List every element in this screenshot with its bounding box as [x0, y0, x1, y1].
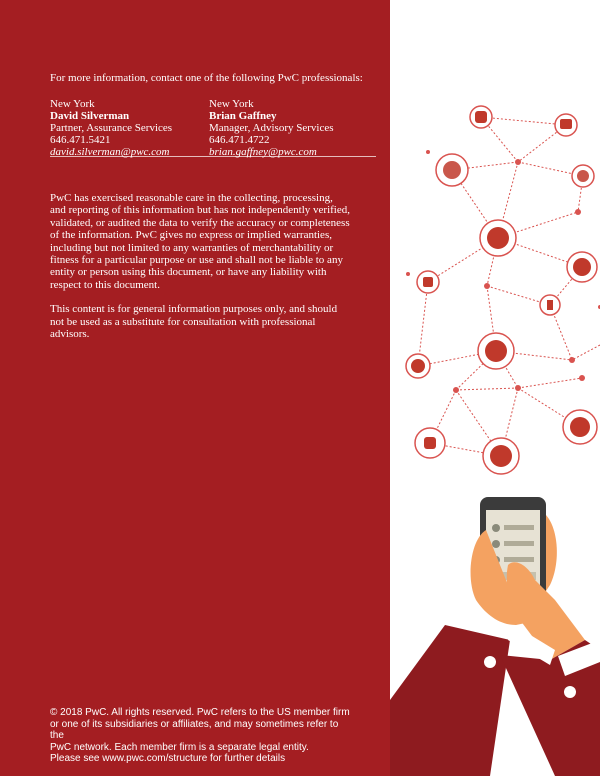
contact-title: Partner, Assurance Services [50, 122, 173, 134]
contact-intro: For more information, contact one of the following PwC professionals: [50, 72, 363, 84]
footer-line: or one of its subsidiaries or affiliates, and may sometimes refer to the [50, 718, 339, 742]
contact-city: New York [209, 98, 254, 110]
disclaimer [50, 192, 350, 352]
contact-city: New York [50, 98, 95, 110]
contact-phone: 646.471.5421 [50, 134, 111, 146]
contact-email[interactable]: david.silverman@pwc.com [50, 146, 170, 158]
footer-line: © 2018 PwC. All rights reserved. PwC refers to the US member firm [50, 707, 350, 718]
disclaimer-paragraph: PwC has exercised reasonable care in the collecting, processing, and reporting of this information but has not independently verified, validated, or audited the data to verify the accuracy or completeness of the information. PwC gives no express or implied warranties, including but not limited to any warranties of merchantability or fitness for a particular purpose or use and shall not be liable to any entity or person using this document, or have any liability with respect to this document. [50, 192, 350, 291]
contact-card [50, 98, 172, 158]
illustration-panel [390, 0, 600, 776]
contact-title: Manager, Advisory Services [209, 122, 334, 134]
contacts-block [50, 98, 376, 157]
footer-line: PwC network. Each member firm is a separate legal entity. [50, 741, 309, 753]
contact-card [209, 98, 334, 158]
contact-name: Brian Gaffney [209, 110, 277, 122]
contact-phone: 646.471.4722 [209, 134, 270, 146]
footer-line: Please see www.pwc.com/structure for further details [50, 753, 286, 765]
contact-name: David Silverman [50, 110, 130, 122]
copyright-footer [50, 707, 350, 765]
contact-email[interactable]: brian.gaffney@pwc.com [209, 146, 317, 158]
disclaimer-paragraph: This content is for general information purposes only, and should not be used as a substitute for consultation with professional advisors. [50, 303, 338, 341]
smartphone-in-hand-icon [390, 497, 600, 776]
network-nodes [406, 106, 597, 474]
network-phone-illustration [390, 0, 600, 776]
